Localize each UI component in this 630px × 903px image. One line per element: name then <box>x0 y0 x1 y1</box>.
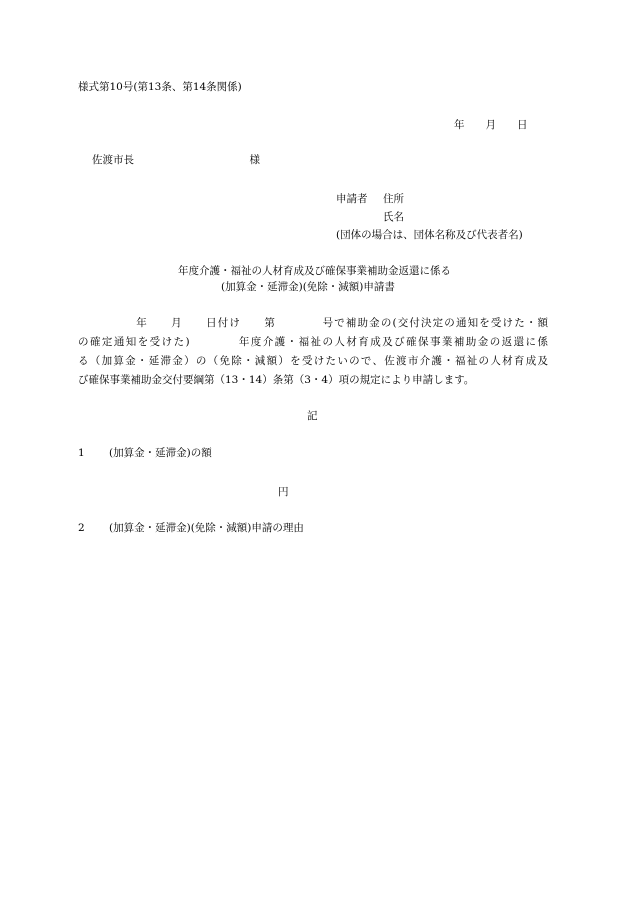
ki-heading: 記 <box>307 410 318 422</box>
body-line-4: び確保事業補助金交付要綱第（13・14）条第（3・4）項の規定により申請します。 <box>78 374 475 386</box>
addressee: 佐渡市長 様 <box>92 154 260 166</box>
title-line-1: 年度介護・福祉の人材育成及び確保事業補助金返還に係る <box>178 265 451 277</box>
item-2-number: 2 <box>78 522 85 534</box>
item-2-text: (加算金・延滞金)(免除・減額)申請の理由 <box>109 522 304 534</box>
title-line-2: (加算金・延滞金)(免除・減額)申請書 <box>221 281 395 293</box>
item-1-number: 1 <box>78 447 85 459</box>
applicant-name-label: 氏名 <box>383 211 404 223</box>
date-line: 年 月 日 <box>454 119 528 131</box>
applicant-role-label: 申請者 <box>336 193 368 205</box>
applicant-address-label: 住所 <box>383 193 404 205</box>
body-line-2: の確定通知を受けた) 年度介護・福祉の人材育成及び確保事業補助金の返還に係 <box>78 336 548 348</box>
body-line-1: 年 月 日付け 第 号で補助金の(交付決定の通知を受けた・額 <box>78 317 548 329</box>
applicant-org-note: (団体の場合は、団体名称及び代表者名) <box>336 229 523 241</box>
form-header: 様式第10号(第13条、第14条関係) <box>78 81 242 93</box>
body-line-3: る（加算金・延滞金）の（免除・減額）を受けたいので、佐渡市介護・福祉の人材育成及 <box>78 355 548 367</box>
item-1-text: (加算金・延滞金)の額 <box>109 447 212 459</box>
yen-label: 円 <box>278 486 289 498</box>
